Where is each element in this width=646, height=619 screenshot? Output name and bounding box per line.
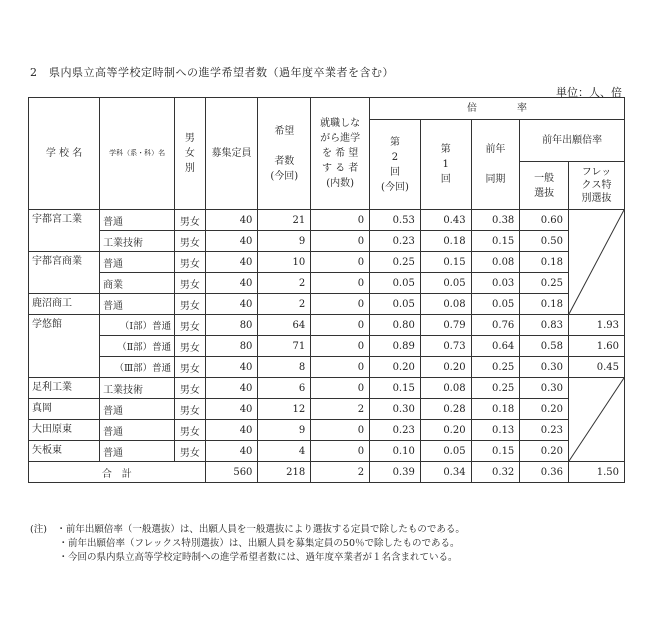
general-cell: 0.30 xyxy=(520,378,569,399)
ratio-first-cell: 0.18 xyxy=(420,231,471,252)
capacity-cell: 40 xyxy=(205,273,258,294)
header-prevyear: 前年 同期 xyxy=(471,120,520,210)
hope-cell: 9 xyxy=(258,420,311,441)
table-row xyxy=(29,441,625,462)
ratio-prev-cell: 0.05 xyxy=(471,294,520,315)
hope-cell: 10 xyxy=(258,252,311,273)
total-ratio-first: 0.34 xyxy=(420,462,471,483)
ratio-prev-cell: 0.15 xyxy=(471,231,520,252)
table-row xyxy=(29,378,625,399)
header-hope: 希望 者数 (今回) xyxy=(258,98,311,210)
unit-label: 単位：人、倍 xyxy=(556,86,622,99)
school-name: 宇都宮商業 xyxy=(29,252,100,294)
school-name: 大田原東 xyxy=(29,420,100,441)
ratio-second-cell: 0.53 xyxy=(370,210,421,231)
ratio-second-cell: 0.15 xyxy=(370,378,421,399)
table-row xyxy=(29,252,625,273)
sex-cell: 男女 xyxy=(175,336,205,357)
inner-cell: 0 xyxy=(311,252,370,273)
header-first: 第 1 回 xyxy=(420,120,471,210)
school-name: 矢板東 xyxy=(29,441,100,462)
ratio-second-cell: 0.25 xyxy=(370,252,421,273)
general-cell: 0.58 xyxy=(520,336,569,357)
school-name: 学悠館 xyxy=(29,315,100,378)
header-course: 学科（系・科）名 xyxy=(100,98,175,210)
inner-cell: 0 xyxy=(311,336,370,357)
course-name: 工業技術 xyxy=(100,231,175,252)
general-cell: 0.20 xyxy=(520,441,569,462)
flex-cell: 0.45 xyxy=(569,357,625,378)
capacity-cell: 40 xyxy=(205,252,258,273)
note-line: (注) ・前年出願倍率（一般選抜）は、出願人員を一般選抜により選抜する定員で除したものである。 xyxy=(30,524,465,535)
course-name: （Ⅲ部）普通 xyxy=(100,357,175,378)
hope-cell: 6 xyxy=(258,378,311,399)
capacity-cell: 40 xyxy=(205,231,258,252)
table-row xyxy=(29,336,625,357)
header-sex: 男 女 別 xyxy=(175,98,205,210)
ratio-first-cell: 0.08 xyxy=(420,294,471,315)
ratio-first-cell: 0.20 xyxy=(420,357,471,378)
capacity-cell: 40 xyxy=(205,357,258,378)
ratio-prev-cell: 0.03 xyxy=(471,273,520,294)
ratio-prev-cell: 0.25 xyxy=(471,378,520,399)
total-inner: 2 xyxy=(311,462,370,483)
ratio-first-cell: 0.20 xyxy=(420,420,471,441)
ratio-second-cell: 0.80 xyxy=(370,315,421,336)
course-name: 普通 xyxy=(100,399,175,420)
header-general: 一般 選抜 xyxy=(520,162,569,210)
total-hope: 218 xyxy=(258,462,311,483)
course-name: （Ⅱ部）普通 xyxy=(100,336,175,357)
hope-cell: 21 xyxy=(258,210,311,231)
hope-cell: 9 xyxy=(258,231,311,252)
sex-cell: 男女 xyxy=(175,231,205,252)
general-cell: 0.18 xyxy=(520,294,569,315)
flex-cell: 1.93 xyxy=(569,315,625,336)
table-row xyxy=(29,294,625,315)
ratio-first-cell: 0.05 xyxy=(420,441,471,462)
flex-na-cell xyxy=(569,378,625,462)
inner-cell: 0 xyxy=(311,294,370,315)
sex-cell: 男女 xyxy=(175,252,205,273)
general-cell: 0.50 xyxy=(520,231,569,252)
course-name: （Ⅰ部）普通 xyxy=(100,315,175,336)
ratio-first-cell: 0.28 xyxy=(420,399,471,420)
sex-cell: 男女 xyxy=(175,441,205,462)
capacity-cell: 40 xyxy=(205,210,258,231)
ratio-second-cell: 0.05 xyxy=(370,294,421,315)
course-name: 普通 xyxy=(100,252,175,273)
general-cell: 0.60 xyxy=(520,210,569,231)
ratio-prev-cell: 0.13 xyxy=(471,420,520,441)
total-ratio-second: 0.39 xyxy=(370,462,421,483)
inner-cell: 0 xyxy=(311,420,370,441)
general-cell: 0.20 xyxy=(520,399,569,420)
total-capacity: 560 xyxy=(205,462,258,483)
ratio-second-cell: 0.30 xyxy=(370,399,421,420)
school-name: 足利工業 xyxy=(29,378,100,399)
header-capacity: 募集定員 xyxy=(205,98,258,210)
hope-cell: 2 xyxy=(258,294,311,315)
course-name: 商業 xyxy=(100,273,175,294)
sex-cell: 男女 xyxy=(175,294,205,315)
sex-cell: 男女 xyxy=(175,420,205,441)
course-name: 普通 xyxy=(100,420,175,441)
ratio-prev-cell: 0.38 xyxy=(471,210,520,231)
header-noemployment: 就職しな がら進学 を 希 望 す る 者 (内数) xyxy=(311,98,370,210)
ratio-first-cell: 0.15 xyxy=(420,252,471,273)
capacity-cell: 40 xyxy=(205,378,258,399)
sex-cell: 男女 xyxy=(175,399,205,420)
hope-cell: 71 xyxy=(258,336,311,357)
sex-cell: 男女 xyxy=(175,273,205,294)
sex-cell: 男女 xyxy=(175,210,205,231)
table-row xyxy=(29,357,625,378)
course-name: 普通 xyxy=(100,441,175,462)
course-name: 普通 xyxy=(100,294,175,315)
flex-cell: 1.60 xyxy=(569,336,625,357)
ratio-first-cell: 0.05 xyxy=(420,273,471,294)
table-row xyxy=(29,315,625,336)
ratio-first-cell: 0.08 xyxy=(420,378,471,399)
ratio-prev-cell: 0.64 xyxy=(471,336,520,357)
table-row xyxy=(29,420,625,441)
inner-cell: 0 xyxy=(311,441,370,462)
capacity-cell: 80 xyxy=(205,336,258,357)
hope-cell: 8 xyxy=(258,357,311,378)
hope-cell: 12 xyxy=(258,399,311,420)
inner-cell: 0 xyxy=(311,273,370,294)
sex-cell: 男女 xyxy=(175,378,205,399)
inner-cell: 0 xyxy=(311,210,370,231)
ratio-prev-cell: 0.15 xyxy=(471,441,520,462)
header-flex: フレッ クス特 別選抜 xyxy=(569,162,625,210)
ratio-prev-cell: 0.08 xyxy=(471,252,520,273)
note-line: ・前年出願倍率（フレックス特別選抜）は、出願人員を募集定員の50％で除したものである。 xyxy=(30,538,460,549)
header-ratio: 倍 率 xyxy=(370,98,625,120)
total-general: 0.36 xyxy=(520,462,569,483)
general-cell: 0.23 xyxy=(520,420,569,441)
inner-cell: 0 xyxy=(311,378,370,399)
flex-na-cell xyxy=(569,210,625,315)
ratio-prev-cell: 0.25 xyxy=(471,357,520,378)
capacity-cell: 40 xyxy=(205,399,258,420)
ratio-first-cell: 0.79 xyxy=(420,315,471,336)
ratio-first-cell: 0.43 xyxy=(420,210,471,231)
notes xyxy=(30,523,465,565)
inner-cell: 0 xyxy=(311,231,370,252)
capacity-cell: 40 xyxy=(205,420,258,441)
hope-cell: 4 xyxy=(258,441,311,462)
ratio-prev-cell: 0.18 xyxy=(471,399,520,420)
ratio-second-cell: 0.89 xyxy=(370,336,421,357)
table-row xyxy=(29,399,625,420)
ratio-second-cell: 0.20 xyxy=(370,357,421,378)
table-row xyxy=(29,210,625,231)
inner-cell: 0 xyxy=(311,315,370,336)
hope-cell: 2 xyxy=(258,273,311,294)
header-school: 学 校 名 xyxy=(29,98,100,210)
header-second: 第 2 回 (今回) xyxy=(370,120,421,210)
page-title: 2 県内県立高等学校定時制への進学希望者数（過年度卒業者を含む） xyxy=(30,66,394,79)
total-row xyxy=(29,462,625,483)
ratio-prev-cell: 0.76 xyxy=(471,315,520,336)
capacity-cell: 40 xyxy=(205,441,258,462)
school-name: 真岡 xyxy=(29,399,100,420)
inner-cell: 2 xyxy=(311,399,370,420)
header-prevapp: 前年出願倍率 xyxy=(520,120,625,162)
course-name: 普通 xyxy=(100,210,175,231)
table-body xyxy=(29,210,625,483)
ratio-first-cell: 0.73 xyxy=(420,336,471,357)
course-name: 工業技術 xyxy=(100,378,175,399)
general-cell: 0.18 xyxy=(520,252,569,273)
ratio-second-cell: 0.23 xyxy=(370,420,421,441)
table-row xyxy=(29,273,625,294)
ratio-second-cell: 0.05 xyxy=(370,273,421,294)
general-cell: 0.25 xyxy=(520,273,569,294)
hope-cell: 64 xyxy=(258,315,311,336)
general-cell: 0.30 xyxy=(520,357,569,378)
general-cell: 0.83 xyxy=(520,315,569,336)
sex-cell: 男女 xyxy=(175,315,205,336)
capacity-cell: 40 xyxy=(205,294,258,315)
school-name: 鹿沼商工 xyxy=(29,294,100,315)
total-flex: 1.50 xyxy=(569,462,625,483)
ratio-second-cell: 0.10 xyxy=(370,441,421,462)
capacity-cell: 80 xyxy=(205,315,258,336)
sex-cell: 男女 xyxy=(175,357,205,378)
applicant-table xyxy=(28,97,625,483)
school-name: 宇都宮工業 xyxy=(29,210,100,252)
inner-cell: 0 xyxy=(311,357,370,378)
table-row xyxy=(29,231,625,252)
ratio-second-cell: 0.23 xyxy=(370,231,421,252)
total-label: 合 計 xyxy=(29,462,206,483)
note-line: ・今回の県内県立高等学校定時制への進学希望者数には、過年度卒業者が１名含まれている。 xyxy=(30,552,458,563)
total-ratio-prev: 0.32 xyxy=(471,462,520,483)
